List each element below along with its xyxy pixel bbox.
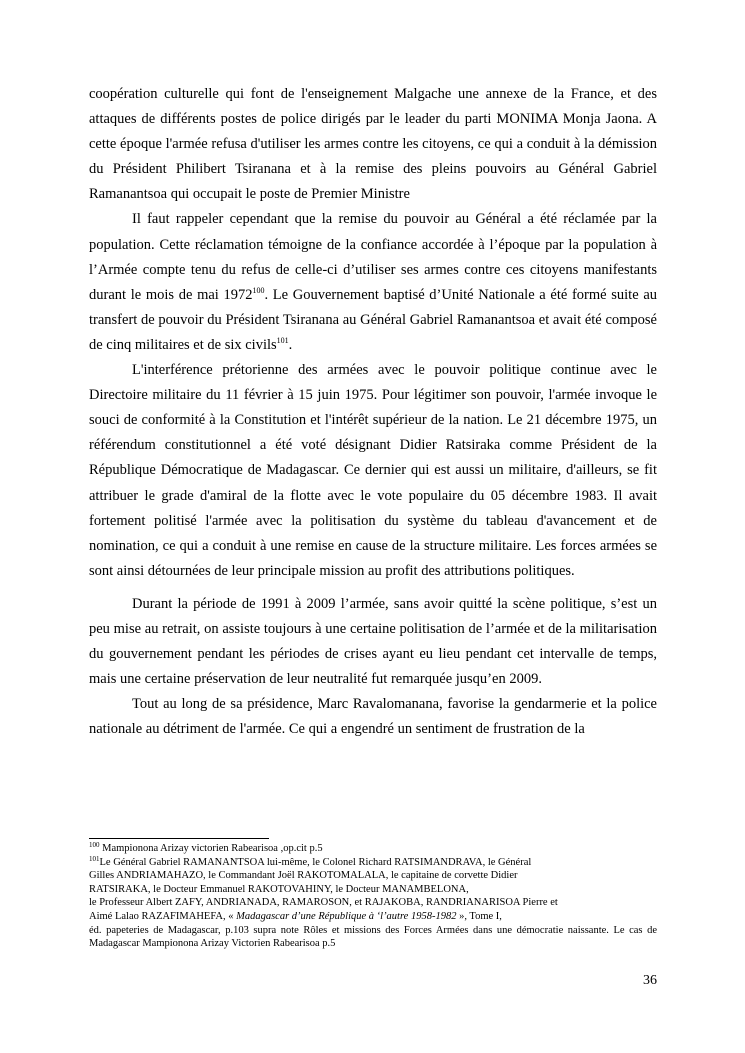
footnote-101-line-1 — [89, 856, 657, 870]
paragraph-2-text-b: . Le Gouvernement baptisé d’Unité Nationale a été formé suite au transfert de pouvoir du Président Tsiranana au Général Gabriel Ramanantsoa et avait été composé de cinq militaires et de six civils — [89, 286, 658, 353]
footnote-101-line-5 — [89, 910, 657, 924]
page-body — [89, 82, 657, 742]
footnote-101 — [89, 856, 657, 951]
footnote-101-line-5-b: », Tome I, — [456, 910, 502, 922]
footnote-100-text: Mampionona Arizay victorien Rabearisoa ,op.cit p.5 — [99, 843, 323, 854]
page-number: 36 — [643, 973, 657, 988]
paragraph-5: Tout au long de sa présidence, Marc Ravalomanana, favorise la gendarmerie et la police nationale au détriment de l'armée. Ce qui a engendré un sentiment de frustration de la — [89, 696, 657, 738]
paragraph-3: L'interférence prétorienne des armées avec le pouvoir politique continue avec le Directoire militaire du 11 février à 15 juin 1975. Pour légitimer son pouvoir, l'armée invoque le souci de conformité à la Constitution et l'intérêt supérieur de la nation. Le 21 décembre 1975, un référendum constitutionnel a été voté désignant Didier Ratsiraka comme Président de la République Démocratique de Madagascar. Ce dernier qui est aussi un militaire, d'ailleurs, se fit attribuer le grade d'amiral de la flotte avec le vote populaire du 05 décembre 1983. Il avait fortement politisé l'armée avec la politisation du système du tableau d'avancement et de nomination, ce qui a conduit à une remise en cause de la structure militaire. Les forces armées se sont ainsi détournées de leur principale mission au profit des attributions politiques. — [89, 362, 657, 579]
footnote-100-number: 100 — [89, 841, 100, 849]
paragraph-2-text-a: Il faut rappeler cependant que la remise du pouvoir au Général a été réclamée par la population. Cette réclamation témoigne de la confiance accordée à l’époque par la population à l’Armée compte tenu du refus de celle-ci d’utiliser ses armes contre ces citoyens manifestants durant le mois de mai 1972 — [89, 211, 657, 303]
paragraph-4: Durant la période de 1991 à 2009 l’armée, sans avoir quitté la scène politique, s’est un peu mise au retrait, on assiste toujours à une certaine politisation de l’armée et de la militarisation du gouvernement pendant les périodes de crises ayant eu lieu pendant cet intervalle de temps, mais une certaine préservation de leur neutralité fut remarquée jusqu’en 2009. — [89, 595, 657, 688]
footnote-101-book-title: Madagascar d’une République à ‘l’autre 1958-1982 — [236, 910, 457, 922]
footnote-101-line-6: éd. papeteries de Madagascar, p.103 supra note Rôles et missions des Forces Armées dans une démocratie naissante. Le cas de Madagascar Mampionona Arizay Victorien Rabearisoa p.5 — [89, 924, 657, 950]
footnote-ref-101[interactable]: 101 — [276, 335, 289, 345]
paragraph-2 — [89, 207, 657, 358]
footnote-100 — [89, 842, 657, 856]
paragraph-1: coopération culturelle qui font de l'enseignement Malgache une annexe de la France, et des attaques de différents postes de police dirigés par le leader du parti MONIMA Monja Jaona. A cette époque l'armée refusa d'utiliser les armes contre les citoyens, ce qui a conduit à la démission du Président Philibert Tsiranana et à la remise des pleins pouvoirs au Général Gabriel Ramanantsoa qui occupait le poste de Premier Ministre — [89, 86, 657, 203]
footnote-101-line-4: le Professeur Albert ZAFY, ANDRIANADA, RAMAROSON, et RAJAKOBA, RANDRIANARISOA Pierre et — [89, 897, 558, 909]
paragraph-2-text-c: . — [288, 336, 293, 353]
footnote-101-line-2: Gilles ANDRIAMAHAZO, le Commandant Joël RAKOTOMALALA, le capitaine de corvette Didier — [89, 870, 518, 882]
footnote-101-line-5-a: Aimé Lalao RAZAFIMAHEFA, « — [89, 910, 237, 922]
footnote-101-line-3: RATSIRAKA, le Docteur Emmanuel RAKOTOVAHINY, le Docteur MANAMBELONA, — [89, 883, 469, 895]
footnotes — [89, 842, 657, 951]
footnote-separator — [89, 838, 269, 839]
footnote-ref-100[interactable]: 100 — [252, 285, 265, 295]
footnote-101-line-1-text: Le Général Gabriel RAMANANTSOA lui-même, le Colonel Richard RATSIMANDRAVA, le Général — [99, 856, 532, 868]
footnote-101-number: 101 — [89, 854, 100, 863]
